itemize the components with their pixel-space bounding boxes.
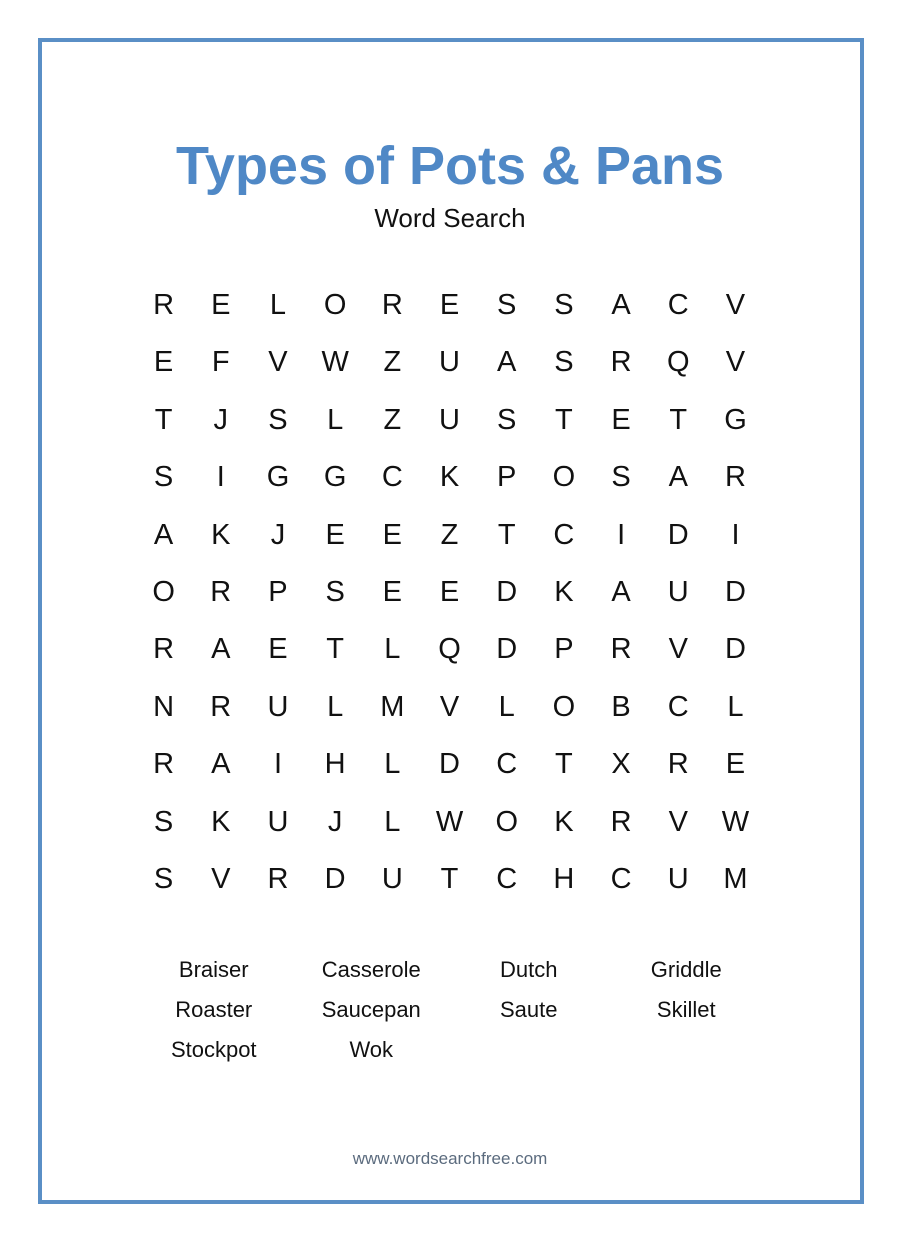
grid-letter: E (439, 575, 460, 608)
grid-letter: U (381, 862, 403, 895)
grid-letter: S (268, 403, 288, 436)
grid-letter: T (555, 748, 573, 781)
grid-letter: P (497, 461, 517, 494)
grid-letter: M (723, 862, 748, 895)
grid-letter: D (667, 518, 689, 551)
grid-letter: C (496, 748, 518, 781)
grid-letter: C (667, 289, 689, 321)
grid-letter: Z (383, 403, 402, 436)
grid-letter: V (211, 862, 231, 895)
grid-letter: Z (383, 346, 402, 379)
grid-letter: V (668, 805, 688, 838)
word-list-item: Braiser (178, 957, 249, 982)
grid-letter: T (440, 862, 459, 895)
grid-letter: S (153, 461, 174, 494)
grid-letter: R (610, 633, 632, 666)
grid-letter: S (554, 346, 574, 379)
grid-letter: E (382, 518, 403, 551)
grid-letter: O (323, 289, 347, 321)
grid-letter: A (211, 748, 231, 781)
grid-letter: R (153, 289, 175, 321)
grid-letter: O (552, 690, 576, 723)
grid-letter: E (439, 289, 460, 321)
grid-letter: K (554, 805, 574, 838)
grid-letter: D (496, 633, 518, 666)
word-list-item: Roaster (175, 997, 253, 1022)
grid-letter: E (153, 346, 174, 379)
grid-letter: E (382, 575, 403, 608)
grid-letter: L (384, 805, 401, 838)
word-list-item: Stockpot (170, 1037, 257, 1062)
grid-letter: A (153, 518, 174, 551)
grid-letter: W (321, 346, 349, 379)
grid-letter: G (323, 461, 347, 494)
grid-letter: O (495, 805, 518, 838)
grid-letter: N (153, 690, 175, 723)
grid-letter: V (725, 346, 746, 379)
grid-letter: I (216, 461, 225, 494)
grid-letter: K (554, 575, 574, 608)
grid-letter: D (324, 862, 346, 895)
grid-letter: J (270, 518, 286, 551)
word-list (135, 950, 765, 1070)
grid-letter: T (326, 633, 345, 666)
grid-letter: D (724, 575, 746, 608)
grid-letter: B (611, 690, 631, 723)
grid-letter: G (266, 461, 290, 494)
word-list-item: Skillet (656, 997, 716, 1022)
grid-letter: E (325, 518, 345, 551)
grid-letter: S (153, 805, 174, 838)
grid-letter: H (553, 862, 575, 895)
word-list-item: Dutch (500, 957, 558, 982)
grid-letter: J (213, 403, 229, 436)
grid-letter: Q (438, 633, 461, 666)
grid-letter: T (555, 403, 573, 436)
grid-letter: U (667, 862, 689, 895)
grid-letter: M (380, 690, 405, 723)
grid-letter: V (268, 346, 288, 379)
grid-letter: V (668, 633, 688, 666)
grid-letter: I (731, 518, 740, 551)
grid-letter: P (554, 633, 574, 666)
grid-letter: C (610, 862, 632, 895)
grid-letter: K (211, 805, 231, 838)
grid-letter: R (210, 575, 232, 608)
grid-letter: C (496, 862, 518, 895)
grid-letter: U (667, 575, 689, 608)
grid-letter: L (384, 633, 401, 666)
grid-letter: O (152, 575, 175, 608)
grid-letter: R (381, 289, 403, 321)
word-list-item: Wok (349, 1037, 394, 1062)
grid-letter: K (439, 461, 460, 494)
grid-letter: C (667, 690, 689, 723)
grid-letter: T (669, 403, 688, 436)
grid-letter: W (721, 805, 750, 838)
grid-letter: F (211, 346, 230, 379)
footer-url: www.wordsearchfree.com (352, 1149, 548, 1168)
grid-letter: D (724, 633, 746, 666)
grid-letter: K (211, 518, 231, 551)
grid-letter: D (496, 575, 518, 608)
grid-letter: J (327, 805, 343, 838)
page-title: Types of Pots & Pans (175, 136, 725, 196)
grid-letter: C (381, 461, 403, 494)
word-list-item: Saucepan (321, 997, 421, 1022)
grid-letter: E (725, 748, 746, 781)
word-list-item: Casserole (321, 957, 421, 982)
grid-letter: R (267, 862, 289, 895)
grid-letter: R (153, 633, 175, 666)
grid-letter: I (617, 518, 626, 551)
grid-letter: L (384, 748, 401, 781)
grid-letter: L (327, 403, 344, 436)
grid-letter: R (210, 690, 232, 723)
grid-letter: A (211, 633, 231, 666)
grid-letter: S (497, 289, 517, 321)
word-list-item: Griddle (650, 957, 722, 982)
grid-letter: E (268, 633, 288, 666)
grid-letter: R (610, 346, 632, 379)
grid-letter: O (552, 461, 576, 494)
grid-letter: S (325, 575, 345, 608)
grid-letter: U (439, 403, 460, 436)
grid-letter: Z (440, 518, 459, 551)
grid-letter: T (497, 518, 516, 551)
grid-letter: R (667, 748, 689, 781)
grid-letter: S (554, 289, 574, 321)
grid-letter: T (154, 403, 173, 436)
grid-letter: W (435, 805, 464, 838)
grid-letter: G (724, 403, 747, 436)
grid-letter: L (327, 690, 344, 723)
grid-letter: E (611, 403, 631, 436)
grid-letter: U (439, 346, 460, 379)
grid-letter: R (724, 461, 746, 494)
grid-letter: I (273, 748, 282, 781)
grid-letter: S (497, 403, 517, 436)
grid-letter: R (610, 805, 632, 838)
word-list-item: Saute (500, 997, 558, 1022)
grid-letter: C (553, 518, 575, 551)
grid-letter: A (668, 461, 688, 494)
grid-letter: A (497, 346, 517, 379)
grid-letter: L (727, 690, 744, 723)
grid-letter: P (268, 575, 288, 608)
grid-letter: V (725, 289, 746, 321)
grid-letter: U (267, 690, 289, 723)
grid-letter: A (611, 289, 631, 321)
grid-letter: S (153, 862, 174, 895)
grid-letter: H (324, 748, 346, 781)
page-subtitle: Word Search (374, 203, 526, 233)
grid-letter: D (439, 748, 460, 781)
grid-letter: S (611, 461, 631, 494)
grid-letter: E (211, 289, 231, 321)
letter-grid (135, 277, 765, 908)
grid-letter: Q (667, 346, 690, 379)
grid-letter: A (611, 575, 631, 608)
grid-letter: V (439, 690, 460, 723)
grid-letter: L (269, 289, 287, 321)
grid-letter: R (153, 748, 175, 781)
grid-letter: X (611, 748, 631, 781)
grid-letter: U (267, 805, 289, 838)
grid-letter: L (498, 690, 515, 723)
